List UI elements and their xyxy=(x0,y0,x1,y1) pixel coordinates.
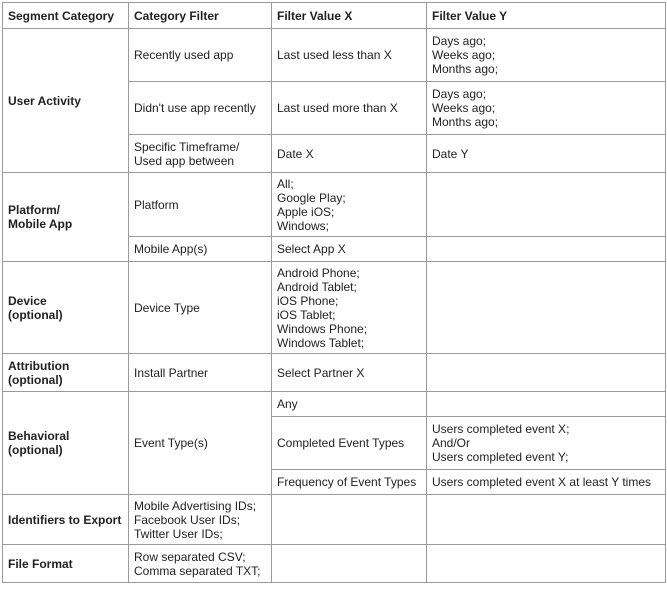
filter-identifiers xyxy=(129,495,272,545)
value-x-last-used-more: Last used more than X xyxy=(272,82,427,135)
header-filter-value-y: Filter Value Y xyxy=(427,3,666,29)
value-line: Windows; xyxy=(277,218,330,233)
category-attribution xyxy=(3,354,129,392)
table-row xyxy=(3,29,666,82)
value-x-any: Any xyxy=(272,392,427,417)
value-line: iOS Phone; xyxy=(277,293,339,308)
value-y-completed xyxy=(427,417,666,470)
filter-event-types: Event Type(s) xyxy=(129,392,272,495)
empty-cell xyxy=(427,495,666,545)
value-x-last-used-less: Last used less than X xyxy=(272,29,427,82)
category-platform xyxy=(3,173,129,262)
value-line: iOS Tablet; xyxy=(277,307,336,322)
value-line: Months ago; xyxy=(432,62,499,76)
empty-cell xyxy=(427,237,666,262)
filter-specific-timeframe xyxy=(129,135,272,173)
value-line: Windows Phone; xyxy=(277,321,368,336)
category-line: Attribution xyxy=(8,358,70,373)
filter-line: Row separated CSV; xyxy=(134,549,246,564)
filter-line: Used app between xyxy=(134,153,235,168)
category-line: Mobile App xyxy=(8,217,73,231)
value-line: Apple iOS; xyxy=(277,204,335,219)
table-row xyxy=(3,495,666,545)
value-line: Users completed event X; xyxy=(432,422,570,436)
value-line: And/Or xyxy=(432,436,471,450)
table-row xyxy=(3,354,666,392)
value-line: Months ago; xyxy=(432,115,499,129)
value-line: Users completed event Y; xyxy=(432,450,569,464)
header-row xyxy=(3,3,666,29)
category-line: (optional) xyxy=(8,443,63,457)
filter-platform: Platform xyxy=(129,173,272,237)
category-line: Behavioral xyxy=(8,429,70,443)
value-line: Android Tablet; xyxy=(277,279,357,294)
filter-install-partner: Install Partner xyxy=(129,354,272,392)
value-line: Weeks ago; xyxy=(432,48,496,62)
empty-cell xyxy=(427,173,666,237)
category-device xyxy=(3,262,129,354)
value-x-date: Date X xyxy=(272,135,427,173)
filter-line: Specific Timeframe/ xyxy=(134,139,240,154)
table-row xyxy=(3,173,666,237)
empty-cell xyxy=(272,495,427,545)
header-category-filter: Category Filter xyxy=(129,3,272,29)
filter-line: Twitter User IDs; xyxy=(134,526,223,541)
category-identifiers: Identifiers to Export xyxy=(3,495,129,545)
filter-device-type: Device Type xyxy=(129,262,272,354)
value-x-frequency: Frequency of Event Types xyxy=(272,470,427,495)
filter-recently-used-app: Recently used app xyxy=(129,29,272,82)
value-line: Days ago; xyxy=(432,87,487,101)
category-user-activity: User Activity xyxy=(3,29,129,173)
header-filter-value-x: Filter Value X xyxy=(272,3,427,29)
value-line: Google Play; xyxy=(277,190,346,205)
filter-file-format xyxy=(129,545,272,583)
header-segment-category: Segment Category xyxy=(3,3,129,29)
value-y-date: Date Y xyxy=(427,135,666,173)
value-line: Android Phone; xyxy=(277,265,360,280)
value-x-completed-event-types: Completed Event Types xyxy=(272,417,427,470)
value-line: All; xyxy=(277,176,294,191)
value-y-frequency: Users completed event X at least Y times xyxy=(427,470,666,495)
category-line: Device xyxy=(8,293,47,308)
table-row xyxy=(3,262,666,354)
filter-line: Comma separated TXT; xyxy=(134,563,261,578)
empty-cell xyxy=(427,354,666,392)
value-y-recent xyxy=(427,29,666,82)
value-line: Windows Tablet; xyxy=(277,335,365,350)
segment-table xyxy=(2,2,666,583)
value-x-select-partner: Select Partner X xyxy=(272,354,427,392)
filter-line: Facebook User IDs; xyxy=(134,512,241,527)
value-x-devices xyxy=(272,262,427,354)
filter-didnt-use-app: Didn't use app recently xyxy=(129,82,272,135)
value-line: Weeks ago; xyxy=(432,101,496,115)
value-x-select-app: Select App X xyxy=(272,237,427,262)
value-x-platforms xyxy=(272,173,427,237)
table-row xyxy=(3,545,666,583)
value-y-not-recent xyxy=(427,82,666,135)
empty-cell xyxy=(427,545,666,583)
category-line: (optional) xyxy=(8,372,63,387)
filter-line: Mobile Advertising IDs; xyxy=(134,498,257,513)
filter-mobile-apps: Mobile App(s) xyxy=(129,237,272,262)
empty-cell xyxy=(427,392,666,417)
table-row xyxy=(3,392,666,417)
empty-cell xyxy=(427,262,666,354)
empty-cell xyxy=(272,545,427,583)
category-line: Platform/ xyxy=(8,203,61,217)
category-line: (optional) xyxy=(8,307,63,322)
category-behavioral xyxy=(3,392,129,495)
category-file-format: File Format xyxy=(3,545,129,583)
value-line: Days ago; xyxy=(432,34,487,48)
